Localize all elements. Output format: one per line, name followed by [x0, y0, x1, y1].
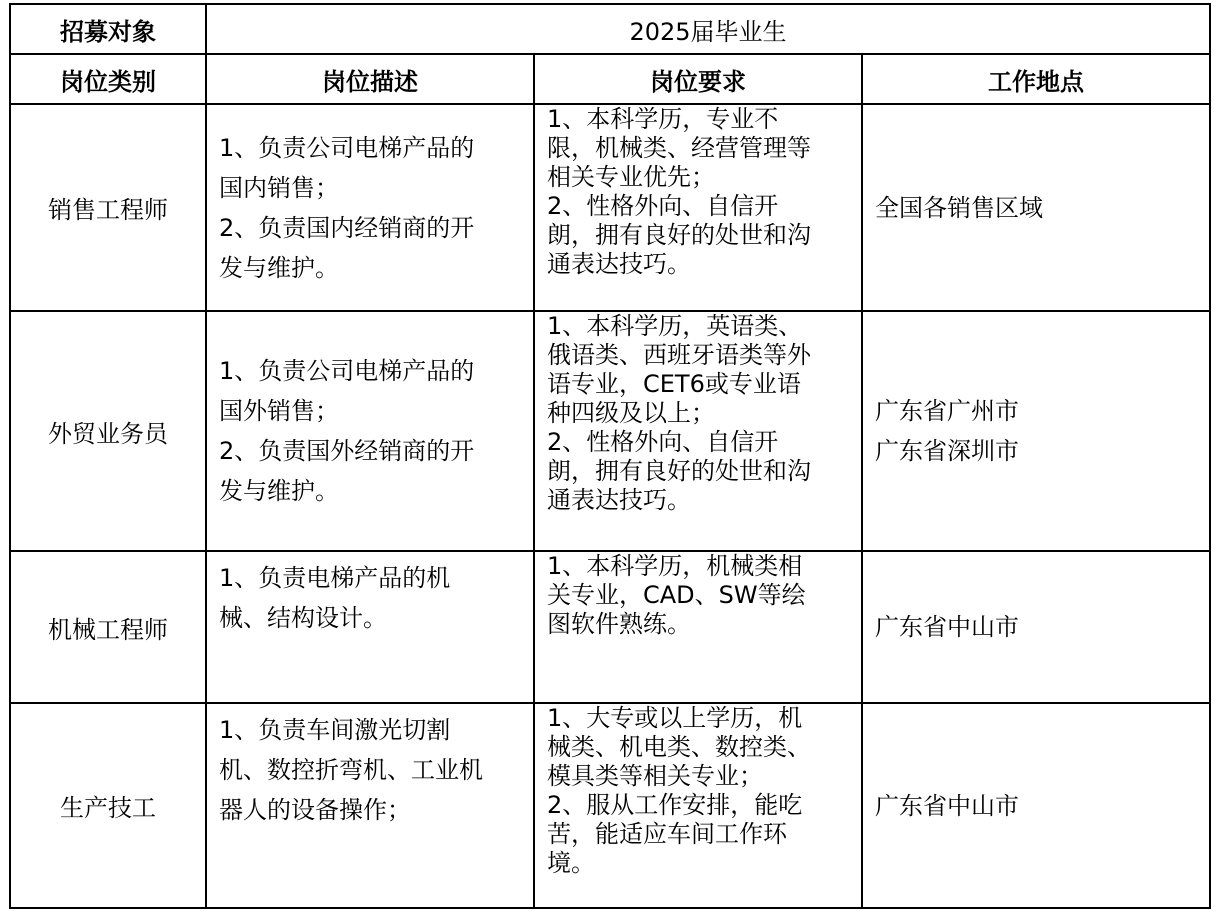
description-line: 发与维护。 — [219, 477, 339, 505]
description-line: 国外销售； — [219, 397, 339, 425]
description-line: 2、负责国内经销商的开 — [219, 213, 475, 242]
work-location — [862, 551, 1210, 703]
requirement-line: 关专业，CAD、SW等绘 — [547, 581, 806, 609]
description-line: 器人的设备操作； — [219, 796, 411, 824]
table-row — [10, 551, 1210, 703]
column-header-requirements: 岗位要求 — [534, 54, 862, 104]
job-requirements — [534, 104, 862, 311]
location-line: 广东省广州市 — [875, 397, 1019, 425]
requirement-line: 通表达技巧。 — [547, 486, 691, 514]
description-line: 1、负责公司电梯产品的 — [219, 357, 475, 385]
column-header-category: 岗位类别 — [10, 54, 206, 104]
job-requirements — [534, 311, 862, 551]
table-row — [10, 104, 1210, 311]
column-header-location: 工作地点 — [862, 54, 1210, 104]
description-line: 国内销售； — [219, 173, 339, 202]
requirement-line: 图软件熟练。 — [547, 610, 691, 638]
location-line: 广东省中山市 — [875, 613, 1019, 641]
location-line: 全国各销售区域 — [875, 193, 1043, 222]
job-category: 机械工程师 — [10, 551, 206, 703]
job-description — [206, 703, 534, 908]
requirement-line: 1、本科学历，英语类、 — [547, 312, 803, 340]
location-line: 广东省深圳市 — [875, 437, 1019, 465]
job-description — [206, 551, 534, 703]
requirement-line: 模具类等相关专业； — [547, 762, 763, 790]
requirement-line: 械类、机电类、数控类、 — [547, 733, 811, 761]
work-location — [862, 104, 1210, 311]
job-category: 销售工程师 — [10, 104, 206, 311]
requirement-line: 境。 — [547, 849, 595, 877]
work-location — [862, 311, 1210, 551]
table-row — [10, 703, 1210, 908]
description-line: 1、负责电梯产品的机 — [219, 564, 451, 592]
description-line: 1、负责车间激光切割 — [219, 716, 451, 744]
target-label: 招募对象 — [10, 4, 206, 54]
location-line: 广东省中山市 — [875, 791, 1019, 820]
description-line: 机、数控折弯机、工业机 — [219, 756, 483, 784]
requirement-line: 种四级及以上； — [547, 399, 715, 427]
table-row — [10, 311, 1210, 551]
job-requirements — [534, 703, 862, 908]
description-line: 2、负责国外经销商的开 — [219, 437, 475, 465]
requirement-line: 2、性格外向、自信开 — [547, 428, 779, 456]
requirement-line: 相关专业优先； — [547, 163, 715, 191]
requirement-line: 2、服从工作安排，能吃 — [547, 791, 803, 819]
requirement-line: 1、本科学历，机械类相 — [547, 552, 803, 580]
description-line: 发与维护。 — [219, 253, 339, 282]
job-requirements — [534, 551, 862, 703]
requirement-line: 1、本科学历，专业不 — [547, 105, 779, 133]
requirement-line: 2、性格外向、自信开 — [547, 192, 779, 220]
column-header-description: 岗位描述 — [206, 54, 534, 104]
job-description — [206, 104, 534, 311]
job-category: 外贸业务员 — [10, 311, 206, 551]
target-value: 2025届毕业生 — [206, 4, 1210, 54]
requirement-line: 通表达技巧。 — [547, 250, 691, 278]
column-header-row — [10, 54, 1210, 104]
requirement-line: 朗，拥有良好的处世和沟 — [547, 221, 811, 249]
requirement-line: 苦，能适应车间工作环 — [547, 820, 787, 848]
job-category: 生产技工 — [10, 703, 206, 908]
requirement-line: 1、大专或以上学历，机 — [547, 704, 803, 732]
requirement-line: 俄语类、西班牙语类等外 — [547, 341, 811, 369]
description-line: 1、负责公司电梯产品的 — [219, 133, 475, 162]
description-line: 械、结构设计。 — [219, 604, 387, 632]
requirement-line: 限，机械类、经营管理等 — [547, 134, 811, 162]
recruitment-table — [9, 3, 1211, 909]
requirement-line: 朗，拥有良好的处世和沟 — [547, 457, 811, 485]
job-description — [206, 311, 534, 551]
work-location — [862, 703, 1210, 908]
target-row — [10, 4, 1210, 54]
requirement-line: 语专业，CET6或专业语 — [547, 370, 801, 398]
